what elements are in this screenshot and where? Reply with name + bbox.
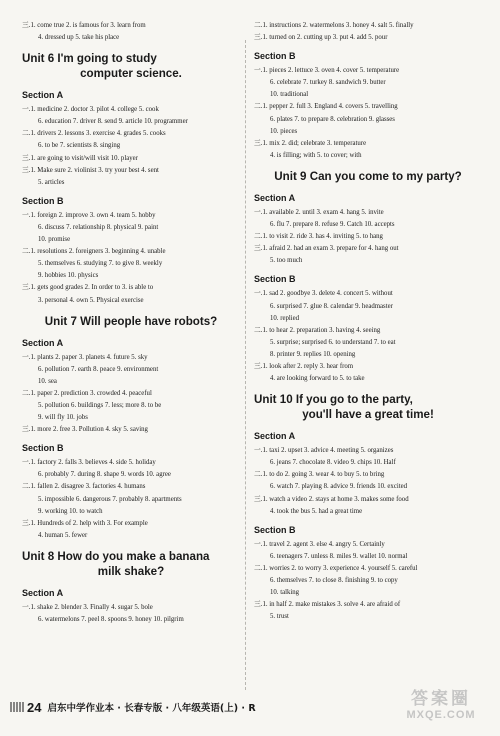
answer-line: 一.1. sad 2. goodbye 3. delete 4. concert 5. without	[254, 290, 393, 298]
answer-line: 10. sea	[38, 377, 57, 385]
answer-line: 9. working 10. to watch	[38, 507, 103, 515]
answer-line: 4. are looking forward to 5. to take	[270, 375, 365, 383]
unit-heading-line: you'll have a great time!	[302, 408, 434, 422]
book-title: 启东中学作业本 · 长春专版 · 八年级英语(上) · R	[47, 703, 256, 714]
unit-heading-line: computer science.	[80, 67, 182, 81]
answer-line: 10. pieces	[270, 127, 298, 135]
column-divider	[245, 40, 246, 690]
answer-line: 10. traditional	[270, 91, 309, 99]
answer-line: 三.1. in half 2. make mistakes 3. solve 4. are afraid of	[254, 601, 401, 609]
answer-line: 4. took the bus 5. had a great time	[270, 507, 363, 515]
answer-line: 一.1. shake 2. blender 3. Finally 4. sugar 5. bole	[22, 603, 153, 611]
answer-line: 5. surprise; surprised 6. to understand 7. to eat	[270, 338, 396, 346]
answer-line: 6. jeans 7. chocolate 8. video 9. chips 10. Half	[270, 459, 396, 467]
answer-line: 6. pollution 7. earth 8. peace 9. environment	[38, 365, 159, 373]
unit-heading-line: Unit 6 I'm going to study	[22, 52, 157, 66]
page-number: 24	[27, 699, 42, 715]
answer-line: 6. to be 7. scientists 8. singing	[38, 142, 121, 150]
answer-line: 5. too much	[270, 257, 303, 265]
answer-line: 9. will fly 10. jobs	[38, 414, 88, 422]
section-heading: Section B	[22, 443, 64, 454]
answer-line: 4. is filling; with 5. to cover; with	[270, 151, 362, 159]
answer-line: 5. articles	[38, 178, 65, 186]
section-heading: Section B	[254, 524, 296, 535]
answer-line: 6. teenagers 7. unless 8. miles 9. wallet 10. normal	[270, 552, 408, 560]
answer-line: 6. celebrate 7. turkey 8. sandwich 9. butter	[270, 79, 386, 87]
section-heading: Section B	[254, 51, 296, 62]
answer-line: 一.1. factory 2. falls 3. believes 4. side 5. holiday	[22, 459, 156, 467]
answer-line: 10. replied	[270, 314, 300, 322]
answer-line: 三.1. watch a video 2. stays at home 3. makes some food	[254, 495, 409, 503]
answer-line: 10. promise	[38, 236, 71, 244]
answer-line: 5. impossible 6. dangerous 7. probably 8. apartments	[38, 495, 182, 503]
answer-line: 二.1. drivers 2. lessons 3. exercise 4. grades 5. cooks	[22, 130, 166, 138]
section-heading: Section A	[22, 587, 64, 598]
answer-line: 一.1. medicine 2. doctor 3. pilot 4. college 5. cook	[22, 106, 159, 114]
answer-line: 5. themselves 6. studying 7. to give 8. weekly	[38, 260, 163, 268]
unit-heading-line: milk shake?	[97, 564, 165, 578]
answer-line: 三.1. come true 2. is famous for 3. learn from	[22, 22, 146, 29]
unit-heading	[22, 314, 240, 329]
answer-line: 6. discuss 7. relationship 8. physical 9. paint	[38, 223, 159, 231]
answer-line: 6. probably 7. during 8. shape 9. words 10. agree	[38, 471, 171, 479]
watermark-url: MXQE.COM	[406, 709, 476, 721]
answer-line: 二.1. pepper 2. full 3. England 4. covers 5. travelling	[254, 103, 398, 111]
section-heading: Section A	[254, 431, 296, 442]
answer-line: 6. themselves 7. to close 8. finishing 9. to copy	[270, 577, 398, 584]
answer-line: 一.1. plants 2. paper 3. planets 4. future 5. sky	[22, 353, 148, 361]
answer-line: 三.1. Make sure 2. violinist 3. try your best 4. sent	[22, 166, 159, 174]
section-heading: Section B	[22, 195, 64, 206]
unit-heading-line: Unit 10 If you go to the party,	[254, 393, 413, 407]
answer-line: 三.1. Hundreds of 2. help with 3. For example	[22, 519, 148, 527]
unit-heading	[22, 549, 240, 579]
section-heading: Section A	[254, 192, 296, 203]
answer-line: 6. flu 7. prepare 8. refuse 9. Catch 10. accepts	[270, 221, 395, 229]
answer-line: 二.1. to do 2. going 3. wear 4. to buy 5. to bring	[254, 471, 385, 479]
answer-line: 4. human 5. fewer	[38, 531, 88, 539]
answer-line: 二.1. worries 2. to worry 3. experience 4. yourself 5. careful	[254, 564, 418, 572]
answer-line: 三.1. look after 2. reply 3. hear from	[254, 362, 354, 370]
left-column	[22, 20, 240, 626]
answer-line: 二.1. paper 2. prediction 3. crowded 4. peaceful	[22, 389, 152, 397]
answer-line: 二.1. to visit 2. ride 3. has 4. inviting 5. to hang	[254, 233, 383, 241]
section-heading: Section B	[254, 274, 296, 285]
answer-line: 3. personal 4. own 5. Physical exercise	[38, 296, 144, 304]
answer-line: 二.1. resolutions 2. foreigners 3. beginning 4. unable	[22, 248, 166, 256]
answer-line: 二.1. instructions 2. watermelons 3. honey 4. salt 5. finally	[254, 22, 414, 29]
answer-line: 9. hobbies 10. physics	[38, 272, 99, 280]
unit-heading-line: Unit 7 Will people have robots?	[44, 314, 218, 328]
watermark-logo-text: 答案圈	[411, 689, 471, 709]
answer-line: 三.1. afraid 2. had an exam 3. prepare for 4. hang out	[254, 245, 399, 253]
unit-heading-line: Unit 8 How do you make a banana	[22, 549, 210, 563]
section-heading: Section A	[22, 337, 64, 348]
answer-line: 10. talking	[270, 589, 300, 597]
answer-line: 6. watch 7. playing 8. advice 9. friends 10. excited	[270, 483, 408, 491]
answer-line: 6. surprised 7. glue 8. calendar 9. headmaster	[270, 302, 393, 310]
right-column	[254, 20, 482, 623]
watermark-logo	[402, 684, 480, 730]
answer-line: 6. watermelons 7. peel 8. spoons 9. honey 10. pilgrim	[38, 616, 184, 623]
answer-line: 6. plates 7. to prepare 8. celebration 9. glasses	[270, 115, 395, 123]
answer-line: 5. trust	[270, 613, 289, 621]
answer-line: 一.1. travel 2. agent 3. else 4. angry 5. Certainly	[254, 540, 385, 548]
answer-line: 三.1. mix 2. did; celebrate 3. temperature	[254, 139, 367, 147]
unit-heading	[254, 392, 482, 422]
answer-line: 8. printer 9. replies 10. opening	[270, 350, 356, 358]
answer-line: 三.1. are going to visit/will visit 10. player	[22, 154, 138, 162]
answer-line: 一.1. available 2. until 3. exam 4. hang 5. invite	[254, 208, 384, 216]
answer-line: 二.1. fallen 2. disagree 3. factories 4. humans	[22, 483, 146, 491]
answer-line: 三.1. turned on 2. cutting up 3. put 4. add 5. pour	[254, 34, 388, 42]
answer-line: 三.1. more 2. free 3. Pollution 4. sky 5. saving	[22, 426, 148, 434]
answer-line: 4. dressed up 5. take his place	[38, 34, 120, 42]
unit-heading	[22, 51, 240, 81]
section-heading: Section A	[22, 90, 64, 101]
answer-line: 一.1. taxi 2. upset 3. advice 4. meeting 5. organizes	[254, 447, 394, 455]
unit-heading	[254, 169, 482, 184]
page-footer	[10, 696, 470, 718]
answer-line: 5. pollution 6. buildings 7. less; more 8. to be	[38, 401, 162, 409]
answer-line: 二.1. to hear 2. preparation 3. having 4. seeing	[254, 326, 381, 334]
unit-heading-line: Unit 9 Can you come to my party?	[274, 169, 462, 183]
barcode-icon	[10, 702, 24, 712]
answer-line: 三.1. gets good grades 2. In order to 3. is able to	[22, 284, 154, 292]
answer-line: 一.1. pieces 2. lettuce 3. oven 4. cover 5. temperature	[254, 67, 400, 75]
answer-line: 一.1. foreign 2. improve 3. own 4. team 5. hobby	[22, 211, 156, 219]
answer-line: 6. education 7. driver 8. send 9. article 10. programmer	[38, 118, 188, 126]
